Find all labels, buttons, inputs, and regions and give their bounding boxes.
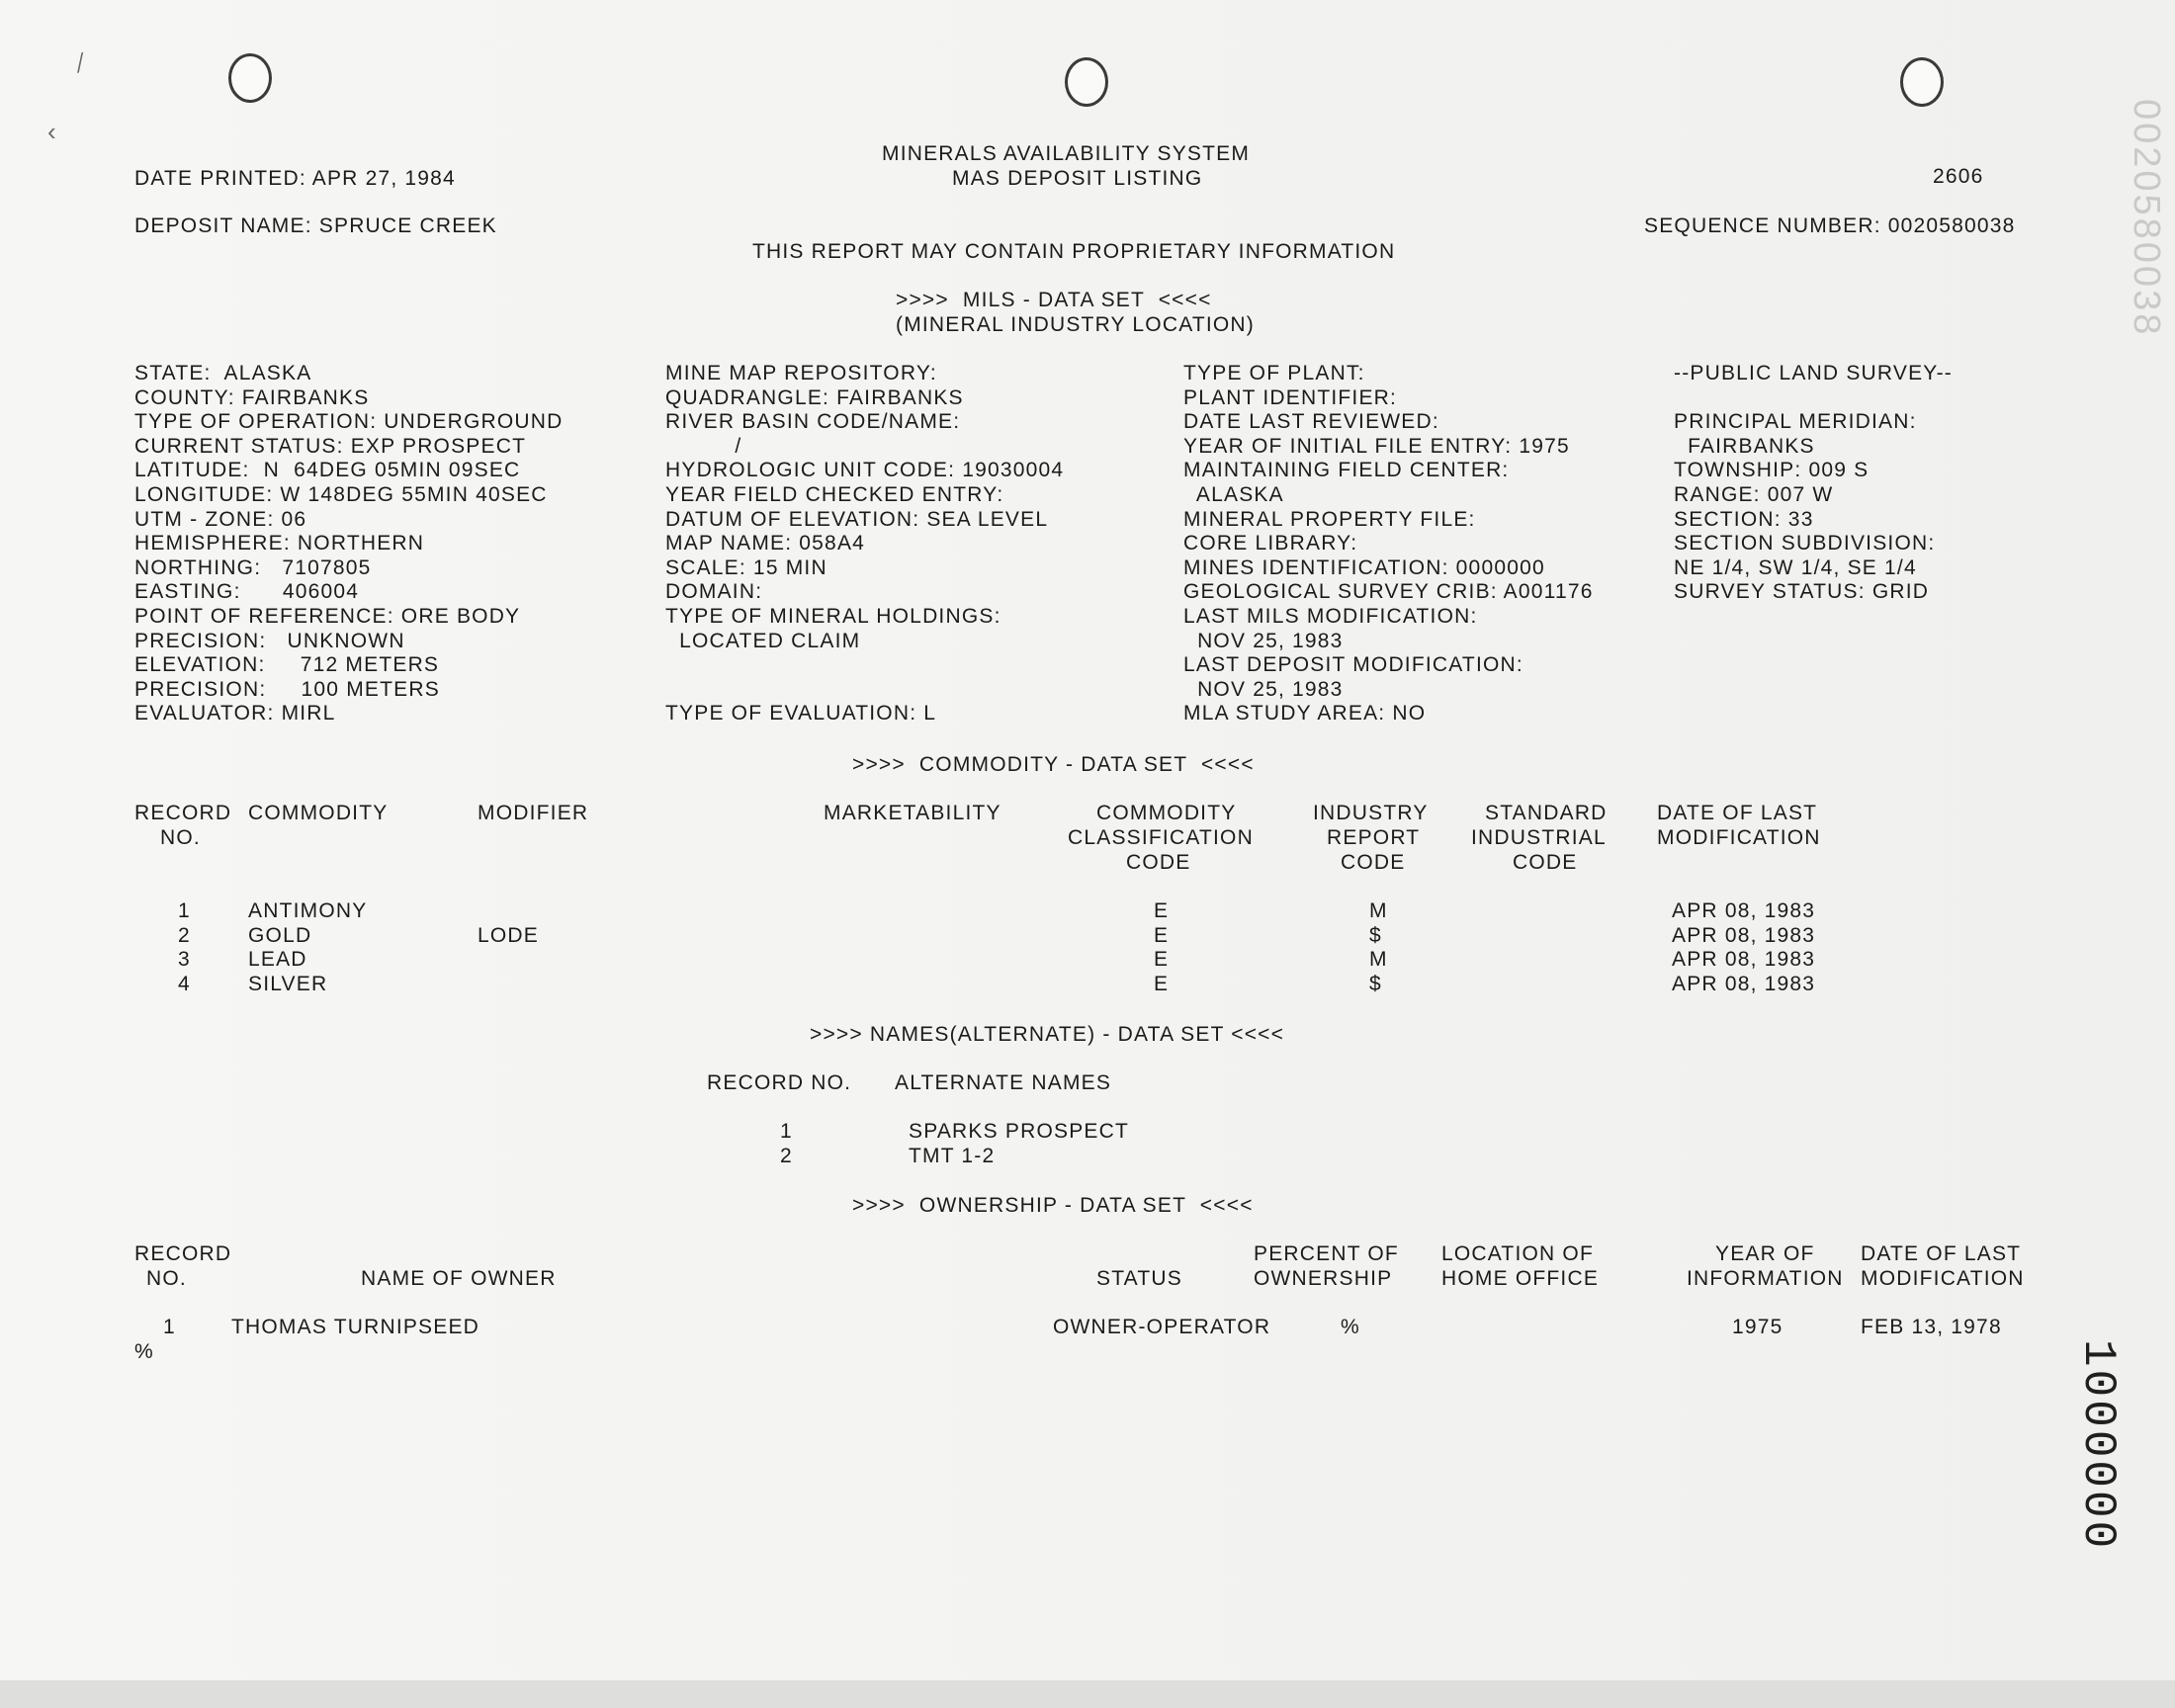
mils-field-line: DATE LAST REVIEWED:: [1183, 410, 1439, 433]
commodity-last-modified: APR 08, 1983: [1672, 924, 1816, 947]
names-heading: >>>> NAMES(ALTERNATE) - DATA SET <<<<: [810, 1023, 1285, 1046]
mils-field-line: COUNTY: FAIRBANKS: [134, 386, 370, 409]
mils-field-line: MINE MAP REPOSITORY:: [665, 362, 937, 384]
mils-subheading: (MINERAL INDUSTRY LOCATION): [896, 313, 1255, 336]
ownership-header-date-2: MODIFICATION: [1861, 1267, 2025, 1290]
mils-field-line: TYPE OF MINERAL HOLDINGS:: [665, 605, 1001, 628]
ownership-header-record: RECORD: [134, 1242, 232, 1265]
mils-field-line: DOMAIN:: [665, 580, 763, 603]
commodity-industry-report-code: $: [1369, 973, 1382, 995]
commodity-name: LEAD: [248, 948, 307, 971]
margin-stamp-bottom: 1000000: [2072, 1339, 2124, 1552]
scan-bottom-edge: [0, 1680, 2175, 1708]
binder-hole-right: [1900, 57, 1944, 107]
ownership-header-status: STATUS: [1096, 1267, 1182, 1290]
mils-field-line: TOWNSHIP: 009 S: [1674, 459, 1870, 481]
commodity-classification-code: E: [1154, 924, 1170, 947]
commodity-record-no: 4: [178, 973, 191, 995]
mils-field-line: LONGITUDE: W 148DEG 55MIN 40SEC: [134, 483, 548, 506]
mils-field-line: QUADRANGLE: FAIRBANKS: [665, 386, 964, 409]
proprietary-notice: THIS REPORT MAY CONTAIN PROPRIETARY INFORMATION: [752, 240, 1396, 263]
binder-hole-center: [1065, 57, 1108, 107]
owner-name: THOMAS TURNIPSEED: [231, 1316, 480, 1338]
ownership-header-location-2: HOME OFFICE: [1441, 1267, 1600, 1290]
mils-field-line: SURVEY STATUS: GRID: [1674, 580, 1930, 603]
commodity-industry-report-code: M: [1369, 899, 1388, 922]
commodity-header-ccc-1: COMMODITY: [1096, 802, 1237, 824]
commodity-header-sic-3: CODE: [1513, 851, 1578, 874]
mils-field-line: EASTING: 406004: [134, 580, 360, 603]
margin-stamp-top: 0020580038: [2126, 99, 2167, 338]
commodity-last-modified: APR 08, 1983: [1672, 973, 1816, 995]
mils-field-line: YEAR OF INITIAL FILE ENTRY: 1975: [1183, 435, 1570, 458]
alternate-name-record-no: 1: [780, 1120, 793, 1143]
sequence-number: SEQUENCE NUMBER: 0020580038: [1644, 214, 2016, 237]
mils-field-line: POINT OF REFERENCE: ORE BODY: [134, 605, 521, 628]
commodity-heading: >>>> COMMODITY - DATA SET <<<<: [852, 753, 1255, 776]
mils-field-line: PLANT IDENTIFIER:: [1183, 386, 1398, 409]
mils-field-line: GEOLOGICAL SURVEY CRIB: A001176: [1183, 580, 1594, 603]
mils-field-line: RANGE: 007 W: [1674, 483, 1834, 506]
page-number: 2606: [1933, 165, 1984, 188]
commodity-header-ccc-2: CLASSIFICATION: [1068, 826, 1254, 849]
ownership-header-location-1: LOCATION OF: [1441, 1242, 1594, 1265]
ownership-header-year-1: YEAR OF: [1715, 1242, 1815, 1265]
mils-field-line: FAIRBANKS: [1674, 435, 1815, 458]
owner-year-of-information: 1975: [1732, 1316, 1784, 1338]
mils-field-line: MAP NAME: 058A4: [665, 532, 866, 555]
commodity-header-irc-2: REPORT: [1327, 826, 1421, 849]
commodity-industry-report-code: M: [1369, 948, 1388, 971]
mils-field-line: MLA STUDY AREA: NO: [1183, 702, 1427, 725]
mils-field-line: TYPE OF EVALUATION: L: [665, 702, 937, 725]
mils-field-line: RIVER BASIN CODE/NAME:: [665, 410, 961, 433]
commodity-header-sic-1: STANDARD: [1485, 802, 1608, 824]
mils-field-line: LOCATED CLAIM: [665, 630, 861, 652]
commodity-record-no: 1: [178, 899, 191, 922]
commodity-header-commodity: COMMODITY: [248, 802, 389, 824]
names-header-alternate: ALTERNATE NAMES: [895, 1071, 1112, 1094]
alternate-name-record-no: 2: [780, 1145, 793, 1167]
mils-field-line: NOV 25, 1983: [1183, 630, 1344, 652]
names-header-record: RECORD NO.: [707, 1071, 852, 1094]
commodity-header-ccc-3: CODE: [1126, 851, 1191, 874]
mils-field-line: STATE: ALASKA: [134, 362, 312, 384]
ownership-header-percent-2: OWNERSHIP: [1254, 1267, 1393, 1290]
mils-field-line: LATITUDE: N 64DEG 05MIN 09SEC: [134, 459, 521, 481]
commodity-record-no: 2: [178, 924, 191, 947]
mils-field-line: MAINTAINING FIELD CENTER:: [1183, 459, 1510, 481]
commodity-name: ANTIMONY: [248, 899, 368, 922]
ownership-footer-mark: %: [134, 1340, 154, 1363]
mils-field-line: HEMISPHERE: NORTHERN: [134, 532, 425, 555]
mils-field-line: YEAR FIELD CHECKED ENTRY:: [665, 483, 1004, 506]
mils-field-line: SECTION: 33: [1674, 508, 1814, 531]
mils-field-line: HYDROLOGIC UNIT CODE: 19030004: [665, 459, 1065, 481]
system-title: MINERALS AVAILABILITY SYSTEM: [882, 142, 1251, 165]
owner-record-no: 1: [163, 1316, 176, 1338]
date-printed: DATE PRINTED: APR 27, 1984: [134, 167, 456, 190]
mils-field-line: NE 1/4, SW 1/4, SE 1/4: [1674, 556, 1917, 579]
mils-field-line: PRINCIPAL MERIDIAN:: [1674, 410, 1917, 433]
ownership-header-date-1: DATE OF LAST: [1861, 1242, 2022, 1265]
mils-field-line: CURRENT STATUS: EXP PROSPECT: [134, 435, 527, 458]
owner-last-modified: FEB 13, 1978: [1861, 1316, 2002, 1338]
binder-hole-left: [228, 53, 272, 103]
ownership-heading: >>>> OWNERSHIP - DATA SET <<<<: [852, 1194, 1254, 1217]
mils-field-line: LAST DEPOSIT MODIFICATION:: [1183, 653, 1523, 676]
commodity-header-marketability: MARKETABILITY: [824, 802, 1001, 824]
commodity-name: SILVER: [248, 973, 328, 995]
commodity-header-dlm-2: MODIFICATION: [1657, 826, 1821, 849]
mils-field-line: EVALUATOR: MIRL: [134, 702, 336, 725]
mils-field-line: /: [665, 435, 742, 458]
mils-field-line: LAST MILS MODIFICATION:: [1183, 605, 1478, 628]
mils-field-line: PRECISION: 100 METERS: [134, 678, 440, 701]
mils-field-line: DATUM OF ELEVATION: SEA LEVEL: [665, 508, 1049, 531]
commodity-header-irc-1: INDUSTRY: [1313, 802, 1429, 824]
commodity-header-modifier: MODIFIER: [478, 802, 589, 824]
mils-field-line: TYPE OF PLANT:: [1183, 362, 1365, 384]
alternate-name: TMT 1-2: [909, 1145, 996, 1167]
deposit-name: DEPOSIT NAME: SPRUCE CREEK: [134, 214, 497, 237]
ownership-header-year-2: INFORMATION: [1687, 1267, 1844, 1290]
pen-mark: ⁄: [73, 47, 89, 77]
commodity-classification-code: E: [1154, 899, 1170, 922]
alternate-name: SPARKS PROSPECT: [909, 1120, 1129, 1143]
commodity-header-no: NO.: [160, 826, 201, 849]
mils-field-line: MINERAL PROPERTY FILE:: [1183, 508, 1476, 531]
mils-field-line: CORE LIBRARY:: [1183, 532, 1358, 555]
mils-field-line: PRECISION: UNKNOWN: [134, 630, 405, 652]
commodity-classification-code: E: [1154, 973, 1170, 995]
commodity-classification-code: E: [1154, 948, 1170, 971]
commodity-last-modified: APR 08, 1983: [1672, 948, 1816, 971]
commodity-header-dlm-1: DATE OF LAST: [1657, 802, 1818, 824]
mils-field-line: UTM - ZONE: 06: [134, 508, 307, 531]
mils-field-line: ELEVATION: 712 METERS: [134, 653, 440, 676]
commodity-modifier: LODE: [478, 924, 539, 947]
listing-title: MAS DEPOSIT LISTING: [952, 167, 1203, 190]
ownership-header-name: NAME OF OWNER: [361, 1267, 557, 1290]
mils-field-line: TYPE OF OPERATION: UNDERGROUND: [134, 410, 564, 433]
commodity-header-irc-3: CODE: [1341, 851, 1406, 874]
mils-field-line: NOV 25, 1983: [1183, 678, 1344, 701]
owner-status: OWNER-OPERATOR: [1053, 1316, 1271, 1338]
owner-percent: %: [1341, 1316, 1360, 1338]
ownership-header-percent-1: PERCENT OF: [1254, 1242, 1399, 1265]
commodity-industry-report-code: $: [1369, 924, 1382, 947]
mils-heading: >>>> MILS - DATA SET <<<<: [896, 289, 1212, 311]
commodity-header-record: RECORD: [134, 802, 232, 824]
mils-field-line: SCALE: 15 MIN: [665, 556, 827, 579]
ownership-header-no: NO.: [146, 1267, 187, 1290]
mils-field-line: NORTHING: 7107805: [134, 556, 372, 579]
commodity-name: GOLD: [248, 924, 312, 947]
pen-mark: ‹: [47, 117, 56, 146]
commodity-last-modified: APR 08, 1983: [1672, 899, 1816, 922]
mils-field-line: MINES IDENTIFICATION: 0000000: [1183, 556, 1545, 579]
mils-field-line: SECTION SUBDIVISION:: [1674, 532, 1936, 555]
mils-field-line: ALASKA: [1183, 483, 1284, 506]
commodity-header-sic-2: INDUSTRIAL: [1471, 826, 1607, 849]
mils-field-line: --PUBLIC LAND SURVEY--: [1674, 362, 1953, 384]
commodity-record-no: 3: [178, 948, 191, 971]
